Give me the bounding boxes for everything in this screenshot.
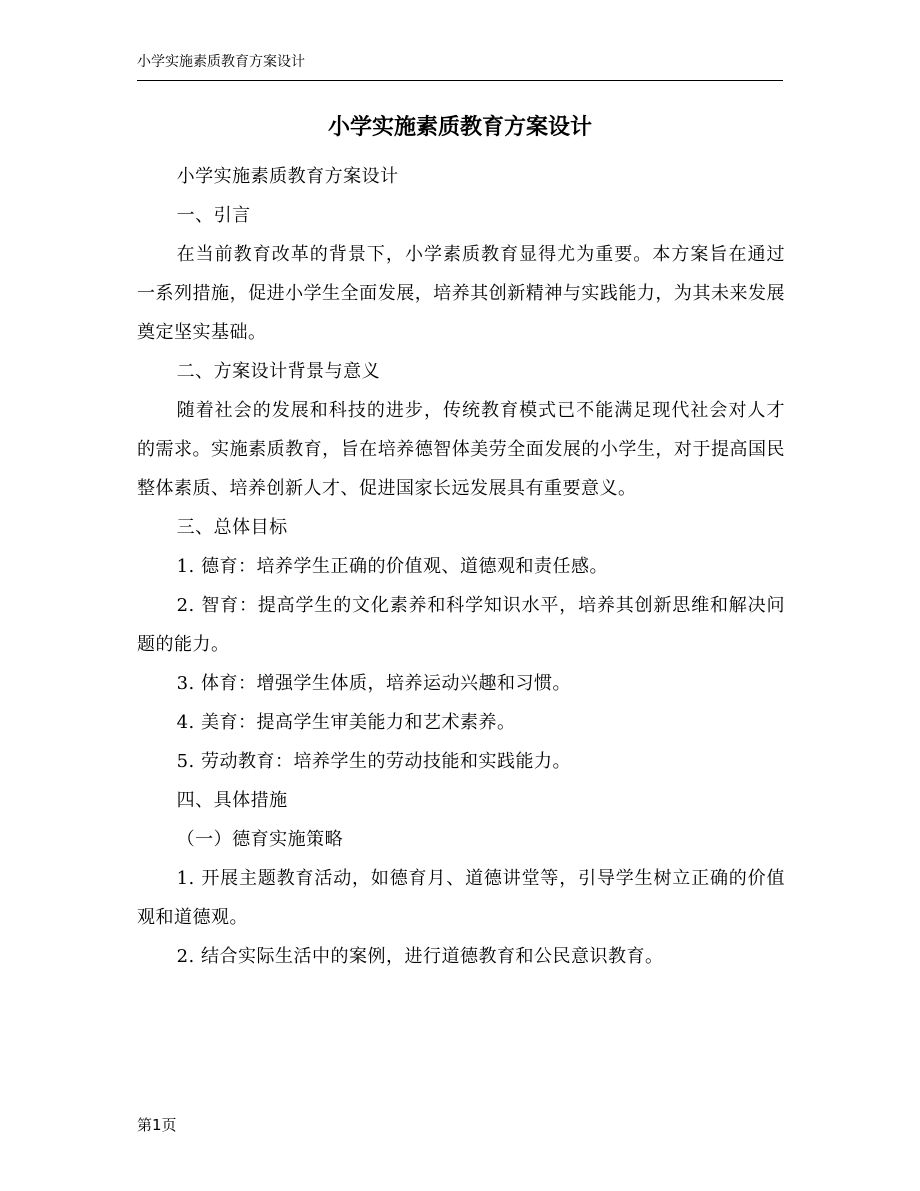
section-heading-introduction: 一、引言 bbox=[176, 205, 251, 226]
page-number: 第1页 bbox=[137, 1116, 177, 1134]
list-item: 4. 美育：提高学生审美能力和艺术素养。 bbox=[176, 712, 516, 733]
page-header: 小学实施素质教育方案设计 bbox=[137, 52, 783, 81]
body-paragraph: 在当前教育改革的背景下，小学素质教育显得尤为重要。本方案旨在通过一系列措施，促进小学生全面发展，培养其创新精神与实践能力，为其未来发展奠定坚实基础。 bbox=[137, 244, 785, 343]
list-item: 3. 体育：增强学生体质，培养运动兴趣和习惯。 bbox=[176, 673, 571, 694]
list-item: 2. 结合实际生活中的案例，进行道德教育和公民意识教育。 bbox=[176, 946, 664, 967]
list-item: 5. 劳动教育：培养学生的劳动技能和实践能力。 bbox=[176, 751, 571, 772]
body-paragraph: 随着社会的发展和科技的进步，传统教育模式已不能满足现代社会对人才的需求。实施素质教育，旨在培养德智体美劳全面发展的小学生，对于提高国民整体素质、培养创新人才、促进国家长远发展具有重要意义。 bbox=[137, 400, 785, 499]
subtitle-paragraph: 小学实施素质教育方案设计 bbox=[176, 166, 399, 187]
subsection-heading-moral-education: （一）德育实施策略 bbox=[176, 829, 344, 850]
document-body bbox=[137, 157, 785, 976]
list-item: 1. 开展主题教育活动，如德育月、道德讲堂等，引导学生树立正确的价值观和道德观。 bbox=[137, 868, 785, 928]
section-heading-measures: 四、具体措施 bbox=[176, 790, 288, 811]
section-heading-goals: 三、总体目标 bbox=[176, 517, 288, 538]
section-heading-background: 二、方案设计背景与意义 bbox=[176, 361, 381, 382]
list-item: 2. 智育：提高学生的文化素养和科学知识水平，培养其创新思维和解决问题的能力。 bbox=[137, 595, 785, 655]
document-title: 小学实施素质教育方案设计 bbox=[327, 115, 592, 140]
list-item: 1. 德育：培养学生正确的价值观、道德观和责任感。 bbox=[176, 556, 608, 577]
